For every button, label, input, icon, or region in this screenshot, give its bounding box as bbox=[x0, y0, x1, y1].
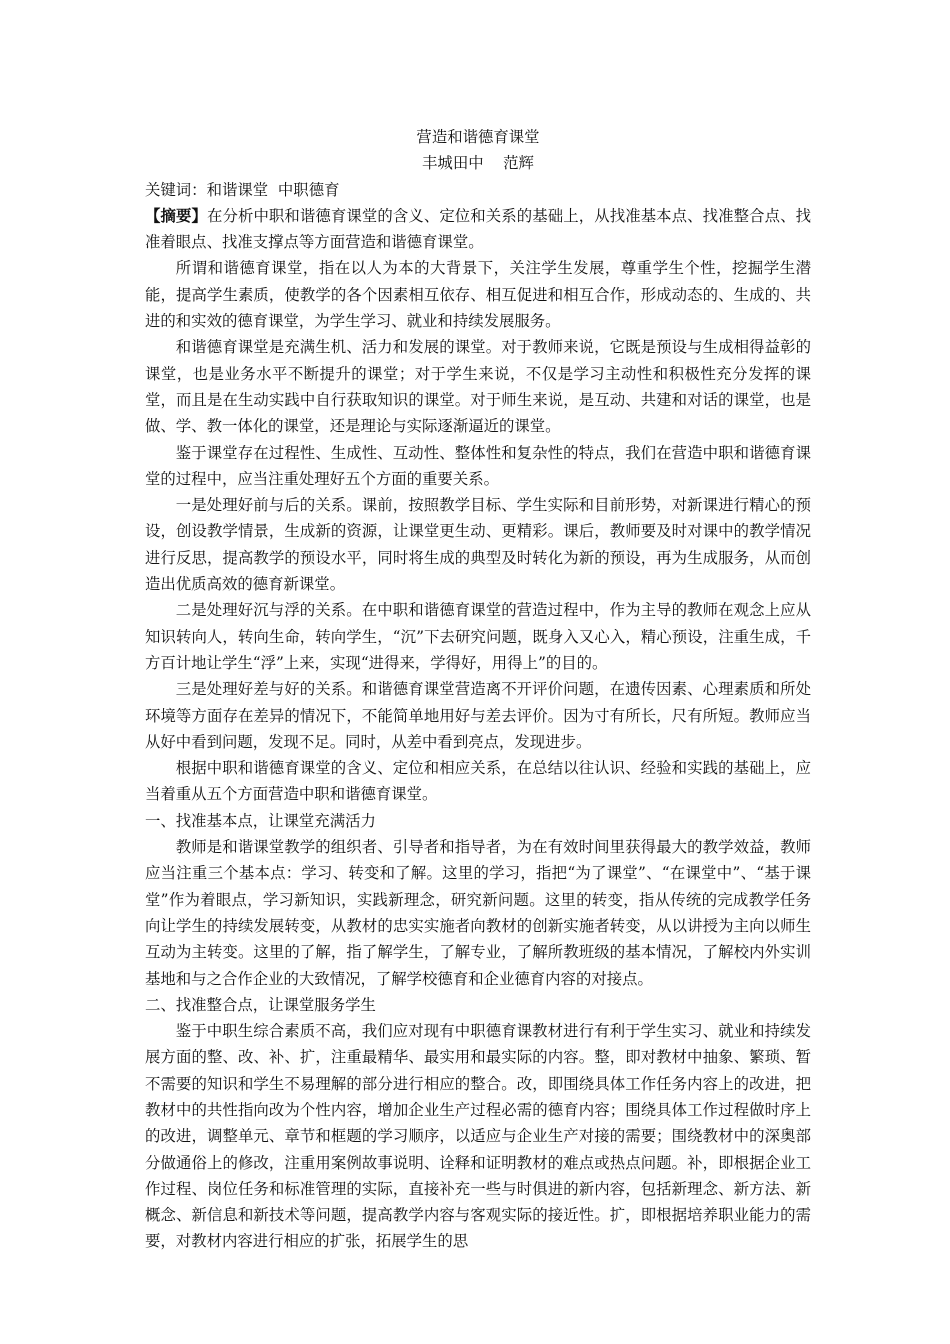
section-heading-1: 一、找准基本点，让课堂充满活力 bbox=[145, 811, 376, 830]
abstract bbox=[145, 203, 811, 256]
body-paragraph: 一是处理好前与后的关系。课前，按照教学目标、学生实际和目前形势，对新课进行精心的预设，创设教学情景，生成新的资源，让课堂更生动、更精彩。课后，教师要及时对课中的教学情况进行反思，提高教学的预设水平，同时将生成的典型及时转化为新的预设，再为生成服务，从而创造出优质高效的德育新课堂。 bbox=[145, 496, 811, 594]
section-1-paragraph: 教师是和谐课堂教学的组织者、引导者和指导者，为在有效时间里获得最大的教学效益，教师应当注重三个基本点：学习、转变和了解。这里的学习，指把“为了课堂”、“在课堂中”、“基于课堂”作为着眼点，学习新知识，实践新理念，研究新问题。这里的转变，指从传统的完成教学任务向让学生的持续发展转变，从教材的忠实实施者向教材的创新实施者转变，从以讲授为主向以师生互动为主转变。这里的了解，指了解学生，了解专业，了解所教班级的基本情况，了解校内外实训基地和与之合作企业的大致情况，了解学校德育和企业德育内容的对接点。 bbox=[145, 838, 811, 988]
document-author: 丰城田中 范辉 bbox=[422, 154, 534, 173]
body-paragraph: 所谓和谐德育课堂，指在以人为本的大背景下，关注学生发展，尊重学生个性，挖掘学生潜能，提高学生素质，使教学的各个因素相互依存、相互促进和相互合作，形成动态的、生成的、共进的和实效的德育课堂，为学生学习、就业和持续发展服务。 bbox=[145, 259, 811, 331]
document-page bbox=[145, 124, 811, 1255]
body-paragraph: 三是处理好差与好的关系。和谐德育课堂营造离不开评价问题，在遗传因素、心理素质和所处环境等方面存在差异的情况下，不能简单地用好与差去评价。因为寸有所长，尺有所短。教师应当从好中看到问题，发现不足。同时，从差中看到亮点，发现进步。 bbox=[145, 680, 811, 751]
document-title: 营造和谐德育课堂 bbox=[416, 128, 540, 146]
abstract-text: 在分析中职和谐德育课堂的含义、定位和关系的基础上，从找准基本点、找准整合点、找准着眼点、找准支撑点等方面营造和谐德育课堂。 bbox=[145, 206, 811, 252]
body-paragraph: 根据中职和谐德育课堂的含义、定位和相应关系，在总结以往认识、经验和实践的基础上，应当着重从五个方面营造中职和谐德育课堂。 bbox=[145, 759, 811, 804]
body-paragraph: 鉴于课堂存在过程性、生成性、互动性、整体性和复杂性的特点，我们在营造中职和谐德育课堂的过程中，应当注重处理好五个方面的重要关系。 bbox=[145, 443, 811, 488]
section-heading-2: 二、找准整合点，让课堂服务学生 bbox=[145, 995, 376, 1014]
abstract-label: 【摘要】 bbox=[145, 206, 207, 225]
body-paragraph: 二是处理好沉与浮的关系。在中职和谐德育课堂的营造过程中，作为主导的教师在观念上应从知识转向人，转向生命，转向学生，“沉”下去研究问题，既身入又心入，精心预设，注重生成，千方百计地让学生“浮”上来，实现“进得来，学得好，用得上”的目的。 bbox=[145, 601, 811, 672]
keywords-line: 关键词：和谐课堂 中职德育 bbox=[145, 180, 340, 199]
body-paragraph: 和谐德育课堂是充满生机、活力和发展的课堂。对于教师来说，它既是预设与生成相得益彰的课堂，也是业务水平不断提升的课堂；对于学生来说，不仅是学习主动性和积极性充分发挥的课堂，而且是在生动实践中自行获取知识的课堂。对于师生来说，是互动、共建和对话的课堂，也是做、学、教一体化的课堂，还是理论与实际逐渐逼近的课堂。 bbox=[145, 338, 811, 436]
section-2-paragraph: 鉴于中职生综合素质不高，我们应对现有中职德育课教材进行有利于学生实习、就业和持续发展方面的整、改、补、扩，注重最精华、最实用和最实际的内容。整，即对教材中抽象、繁琐、暂不需要的知识和学生不易理解的部分进行相应的整合。改，即围绕具体工作任务内容上的改进，把教材中的共性指向改为个性内容，增加企业生产过程必需的德育内容；围绕具体工作过程做时序上的改进，调整单元、章节和框题的学习顺序，以适应与企业生产对接的需要；围绕教材中的深奥部分做通俗上的修改，注重用案例故事说明、诠释和证明教材的难点或热点问题。补，即根据企业工作过程、岗位任务和标准管理的实际，直接补充一些与时俱进的新内容，包括新理念、新方法、新概念、新信息和新技术等问题，提高教学内容与客观实际的接近性。扩，即根据培养职业能力的需要，对教材内容进行相应的扩张，拓展学生的思 bbox=[145, 1022, 811, 1251]
